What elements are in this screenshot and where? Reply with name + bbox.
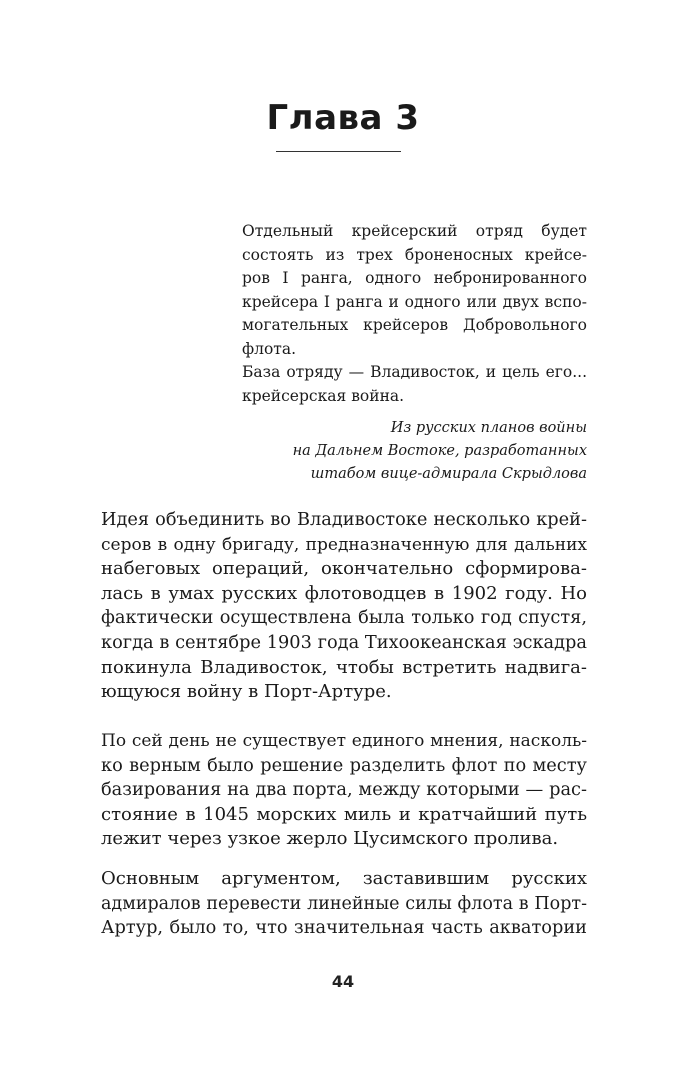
- text-line: серов в одну бригаду, предназначенную для дальних: [101, 534, 587, 555]
- chapter-title: Глава 3: [266, 98, 420, 138]
- text-line: когда в сентябре 1903 года Тихоокеанская эскадра: [101, 632, 587, 653]
- attribution-line: Из русских планов войны: [390, 420, 587, 436]
- text-line: базирования на два порта, между которыми — рас-: [101, 780, 587, 801]
- epigraph-line: ров I ранга, одного небронированного: [242, 269, 587, 287]
- epigraph: [242, 220, 587, 408]
- text-line: ко верным было решение разделить флот по месту: [101, 755, 587, 776]
- text-line: лежит через узкое жерло Цусимского пролива.: [101, 828, 559, 850]
- text-line: покинула Владивосток, чтобы встретить надвига-: [101, 656, 587, 678]
- attribution-line: штабом вице-адмирала Скрыдлова: [310, 466, 587, 482]
- epigraph-line: База отряду — Владивосток, и цель его...: [242, 363, 587, 381]
- text-line: адмиралов перевести линейные силы флота в Порт-: [101, 893, 587, 914]
- epigraph-line: крейсерская война.: [242, 386, 405, 405]
- epigraph-line: могательных крейсеров Добровольного: [242, 316, 587, 334]
- attribution-line: на Дальнем Востоке, разработанных: [292, 443, 587, 459]
- body-paragraph-1: [101, 508, 587, 705]
- body-paragraph-3: [101, 867, 587, 941]
- text-line: фактически осуществлена была только год спустя,: [101, 608, 587, 629]
- body-paragraph-2: [101, 729, 587, 852]
- chapter-title-rule: [276, 151, 401, 152]
- text-line: По сей день не существует единого мнения, насколь-: [101, 731, 587, 751]
- text-line: стояние в 1045 морских миль и кратчайший путь: [101, 803, 587, 825]
- epigraph-line: флота.: [242, 339, 297, 358]
- text-line: Идея объединить во Владивостоке несколько крей-: [101, 510, 587, 530]
- text-line: Основным аргументом, заставившим русских: [101, 868, 587, 889]
- epigraph-attribution: [242, 417, 587, 486]
- text-line: набеговых операций, окончательно сформирова-: [101, 558, 587, 580]
- text-line: Артур, было то, что значительная часть акватории: [101, 918, 587, 939]
- epigraph-line: Отдельный крейсерский отряд будет: [242, 222, 587, 240]
- page-number: 44: [331, 972, 355, 991]
- text-line: ющуюся войну в Порт-Артуре.: [101, 681, 392, 703]
- text-line: лась в умах русских флотоводцев в 1902 году. Но: [101, 582, 587, 604]
- epigraph-line: состоять из трех броненосных крейсе-: [242, 245, 587, 264]
- epigraph-line: крейсера I ранга и одного или двух вспо-: [242, 292, 587, 311]
